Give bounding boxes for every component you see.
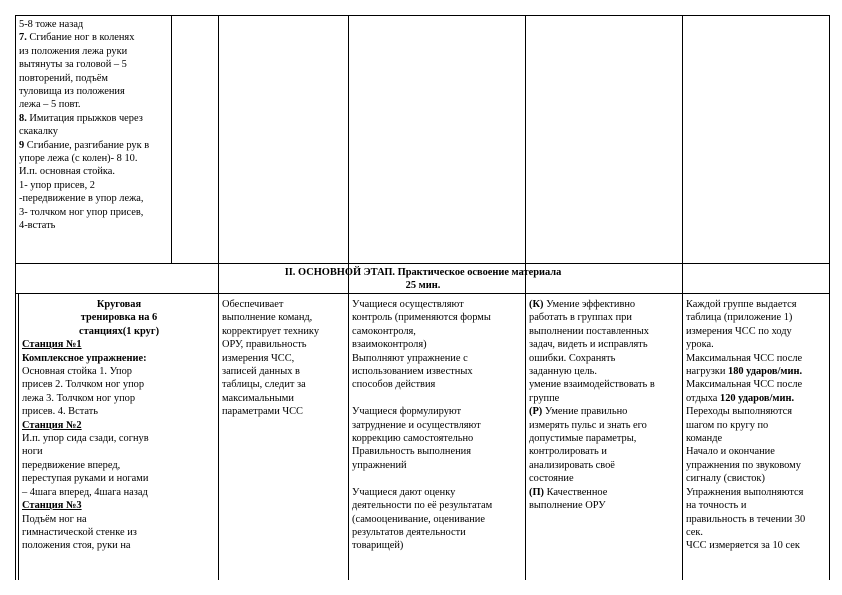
- uud-line: [529, 486, 680, 499]
- notes-line: [686, 378, 827, 391]
- notes-line: [686, 365, 827, 378]
- content-line-text: Комплексное упражнение:: [22, 352, 147, 364]
- uud-line-text: Качественное: [544, 486, 608, 498]
- notes-line-text: Каждой группе выдается: [686, 299, 797, 310]
- section-bottom-border: [15, 293, 830, 294]
- uud-line-text: выполнение ОРУ: [529, 500, 606, 512]
- content-line-text: тренировка на 6: [80, 312, 158, 324]
- exercise-line-text: лежа – 5 повт.: [19, 99, 81, 111]
- exercise-line: [19, 192, 169, 205]
- notes-line: [686, 298, 827, 311]
- col-divider-1: [171, 15, 172, 263]
- content-line-text: Основная стойка 1. Упор: [22, 366, 132, 378]
- teacher-activity-line: измерения ЧСС,: [222, 352, 295, 364]
- student-activity-line: упражнений: [352, 459, 407, 471]
- exercise-line: [19, 165, 169, 178]
- content-line: [22, 419, 216, 432]
- uud-line: [529, 472, 680, 485]
- notes-line-text: Максимальная ЧСС после: [686, 352, 803, 364]
- section-header: [16, 264, 829, 292]
- uud-line: [529, 338, 680, 351]
- notes-line: [686, 459, 827, 472]
- content-line-text: гимнастической стенке из: [22, 526, 137, 538]
- section-title: II. ОСНОВНОЙ ЭТАП. Практическое освоение материала: [284, 267, 562, 278]
- uud-line: [529, 311, 680, 324]
- exercise-line: [19, 18, 169, 31]
- notes-line-text: шагом по кругу по: [686, 419, 769, 431]
- uud-line-lead: (П): [529, 486, 545, 498]
- notes-line: [686, 311, 827, 324]
- exercise-line: [19, 206, 169, 219]
- teacher-activity-line: максимальными: [222, 392, 294, 404]
- uud-line-lead: (К): [529, 299, 544, 310]
- content-line: [22, 298, 216, 311]
- notes-line: [686, 499, 827, 512]
- content-line-text: И.п. упор сида сзади, согнув: [22, 433, 149, 445]
- content-line: [22, 365, 216, 378]
- teacher-activity-line: записей данных в: [222, 366, 300, 378]
- student-activity-line: самоконтроля,: [352, 325, 416, 337]
- notes-line: [686, 526, 827, 539]
- content-line: [22, 378, 216, 391]
- exercise-line-text: И.п. основная стойка.: [19, 166, 116, 178]
- notes-line-text: Максимальная ЧСС после: [686, 379, 803, 391]
- notes-lines: [686, 298, 827, 553]
- student-activity-line: взаимоконтроля): [352, 339, 427, 351]
- uud-line-text: ошибки. Сохранять: [529, 352, 616, 364]
- exercise-line-text: 5-8 тоже назад: [19, 19, 84, 30]
- notes-line-text: на точность и: [686, 500, 747, 512]
- exercise-line-text: 3- толчком ног упор присев,: [19, 206, 144, 218]
- content-line: [22, 338, 216, 351]
- notes-line-text: сигналу (свисток): [686, 473, 765, 485]
- exercise-line-lead: 9: [19, 139, 25, 151]
- content-line: [22, 392, 216, 405]
- exercise-line-text: повторений, подъём: [19, 72, 108, 84]
- content-line-text: Станция №1: [22, 339, 82, 351]
- content-line-text: передвижение вперед,: [22, 459, 121, 471]
- uud-lines: [529, 298, 680, 513]
- exercise-line: [19, 98, 169, 111]
- uud-line-text: заданную цель.: [529, 366, 597, 378]
- uud-line-text: работать в группах при: [529, 312, 632, 324]
- student-activity-line: способов действия: [352, 379, 436, 391]
- student-activity-line: Выполняют упражнение с: [352, 352, 468, 364]
- exercise-line: [19, 179, 169, 192]
- content-lines: [22, 298, 216, 553]
- exercise-line-lead: 8.: [19, 112, 27, 124]
- exercise-line: [19, 85, 169, 98]
- uud-line: [529, 419, 680, 432]
- uud-line: [529, 405, 680, 418]
- content-line: [22, 432, 216, 445]
- exercise-line: [19, 125, 169, 138]
- notes-line-text: упражнения по звуковому: [686, 459, 801, 471]
- notes-line-text: измерения ЧСС по ходу: [686, 325, 792, 337]
- notes-line-text: правильность в течении 30: [686, 513, 806, 525]
- notes-line-text: сек.: [686, 526, 703, 538]
- uud-line-text: анализировать своё: [529, 459, 615, 471]
- content-line-text: лежа 3. Толчком ног упор: [22, 392, 136, 404]
- exercise-line-text: упоре лежа (с колен)- 8 10.: [19, 153, 138, 165]
- notes-line-text: ЧСС измеряется за 10 сек: [686, 540, 800, 552]
- content-line: [22, 352, 216, 365]
- notes-line: [686, 338, 827, 351]
- teacher-activity-lines: [222, 298, 346, 419]
- student-activity-column: [349, 296, 525, 553]
- student-activity-line: результатов деятельности: [352, 526, 466, 538]
- content-line: [22, 325, 216, 338]
- teacher-activity-line: Обеспечивает: [222, 299, 284, 310]
- content-line: [22, 499, 216, 512]
- uud-line: [529, 365, 680, 378]
- content-line-text: Станция №3: [22, 500, 82, 512]
- notes-line: [686, 513, 827, 526]
- notes-line: [686, 325, 827, 338]
- content-line-text: переступая руками и ногами: [22, 473, 149, 485]
- content-line: [22, 405, 216, 418]
- notes-line: [686, 352, 827, 365]
- table-right-border: [829, 15, 830, 580]
- content-line-text: Круговая: [96, 299, 142, 310]
- student-activity-line: [352, 472, 523, 485]
- exercise-line-text: -передвижение в упор лежа,: [19, 193, 144, 205]
- exercise-line-text: из положения лежа руки: [19, 45, 128, 57]
- notes-line: [686, 486, 827, 499]
- notes-line: [686, 405, 827, 418]
- content-line-text: ноги: [22, 446, 43, 458]
- notes-line-text: Начало и окончание: [686, 446, 775, 458]
- notes-column: [683, 296, 829, 553]
- uud-line-text: контролировать и: [529, 446, 607, 458]
- teacher-activity-line: ОРУ, правильность: [222, 339, 307, 351]
- exercise-line-text: 1- упор присев, 2: [19, 179, 95, 191]
- uud-line-text: задач, видеть и исправлять: [529, 339, 648, 351]
- uud-line-text: Умение эффективно: [543, 299, 636, 310]
- content-line: [22, 513, 216, 526]
- notes-line-text: таблица (приложение 1): [686, 312, 793, 324]
- exercise-line-text: Имитация прыжков через: [26, 112, 143, 124]
- uud-line: [529, 459, 680, 472]
- uud-line-text: Умение правильно: [542, 406, 628, 418]
- notes-line: [686, 432, 827, 445]
- content-line: [22, 445, 216, 458]
- uud-line: [529, 378, 680, 391]
- exercise-line: [19, 152, 169, 165]
- notes-line: [686, 392, 827, 405]
- student-activity-line: Правильность выполнения: [352, 446, 471, 458]
- content-line: [22, 311, 216, 324]
- teacher-activity-line: корректирует технику: [222, 325, 320, 337]
- exercise-line-text: Сгибание, разгибание рук в: [24, 139, 150, 151]
- content-column: [19, 296, 218, 553]
- student-activity-line: (самооценивание, оценивание: [352, 513, 485, 525]
- exercise-line-text: Сгибание ног в коленях: [26, 32, 135, 44]
- top-left-cell: [16, 16, 171, 233]
- notes-line-text: нагрузки: [686, 366, 728, 378]
- exercise-line: [19, 45, 169, 58]
- content-line-text: Станция №2: [22, 419, 82, 431]
- teacher-activity-line: параметрами ЧСС: [222, 406, 303, 418]
- uud-line-text: выполнении поставленных: [529, 325, 649, 337]
- content-line: [22, 539, 216, 552]
- uud-column: [526, 296, 682, 513]
- content-line-text: положения стоя, руки на: [22, 540, 131, 552]
- notes-line: [686, 539, 827, 552]
- uud-line: [529, 499, 680, 512]
- content-line-text: присев 2. Толчком ног упор: [22, 379, 145, 391]
- student-activity-line: затруднение и осуществляют: [352, 419, 481, 431]
- exercise-line: [19, 58, 169, 71]
- uud-line: [529, 392, 680, 405]
- exercise-line: [19, 112, 169, 125]
- uud-line: [529, 432, 680, 445]
- teacher-activity-line: выполнение команд,: [222, 312, 313, 324]
- uud-line-text: измерять пульс и знать его: [529, 419, 647, 431]
- notes-line-text: отдыха: [686, 392, 720, 404]
- student-activity-line: Учащиеся дают оценку: [352, 486, 456, 498]
- content-line: [22, 459, 216, 472]
- exercise-line-text: скакалку: [19, 126, 58, 138]
- notes-line: [686, 419, 827, 432]
- exercise-line-text: 4-встать: [19, 220, 56, 232]
- uud-line: [529, 325, 680, 338]
- student-activity-line: контроль (применяются формы: [352, 312, 491, 324]
- notes-line-text: Упражнения выполняются: [686, 486, 804, 498]
- student-activity-line: товарищей): [352, 540, 404, 552]
- content-line: [22, 526, 216, 539]
- teacher-activity-column: [219, 296, 348, 419]
- exercise-line-text: туловища из положения: [19, 86, 125, 98]
- exercise-line: [19, 219, 169, 232]
- notes-line-text: Переходы выполняются: [686, 406, 793, 418]
- section-duration: 25 мин.: [405, 280, 441, 291]
- content-line: [22, 472, 216, 485]
- exercise-line: [19, 72, 169, 85]
- notes-line: [686, 445, 827, 458]
- uud-line: [529, 445, 680, 458]
- uud-line-lead: (Р): [529, 406, 543, 418]
- uud-line: [529, 352, 680, 365]
- uud-line-text: допустимые параметры,: [529, 433, 637, 445]
- student-activity-lines: [352, 298, 523, 553]
- exercise-line-lead: 7.: [19, 32, 27, 44]
- content-line-text: присев. 4. Встать: [22, 406, 98, 418]
- notes-line-emphasis: 180 ударов/мин.: [728, 366, 803, 378]
- student-activity-line: [352, 392, 523, 405]
- exercise-line-text: вытянуты за головой – 5: [19, 59, 127, 71]
- content-line: [22, 486, 216, 499]
- student-activity-line: деятельности по её результатам: [352, 500, 493, 512]
- notes-line: [686, 472, 827, 485]
- exercise-list: [19, 18, 169, 233]
- content-line-text: станциях(1 круг): [78, 325, 160, 337]
- student-activity-line: Учащиеся формулируют: [352, 406, 462, 418]
- student-activity-line: Учащиеся осуществляют: [352, 299, 464, 310]
- notes-line-text: команде: [686, 433, 723, 445]
- notes-line-text: урока.: [686, 339, 714, 351]
- uud-line-text: состояние: [529, 473, 574, 485]
- uud-line: [529, 298, 680, 311]
- uud-line-text: умение взаимодействовать в: [529, 379, 655, 391]
- exercise-line: [19, 31, 169, 44]
- student-activity-line: использованием известных: [352, 366, 473, 378]
- exercise-line: [19, 139, 169, 152]
- notes-line-emphasis: 120 ударов/мин.: [720, 392, 795, 404]
- content-line-text: Подъём ног на: [22, 513, 87, 525]
- student-activity-line: коррекцию самостоятельно: [352, 433, 474, 445]
- uud-line-text: группе: [529, 392, 560, 404]
- content-line-text: – 4шага вперед, 4шага назад: [22, 486, 148, 498]
- teacher-activity-line: таблицы, следит за: [222, 379, 306, 391]
